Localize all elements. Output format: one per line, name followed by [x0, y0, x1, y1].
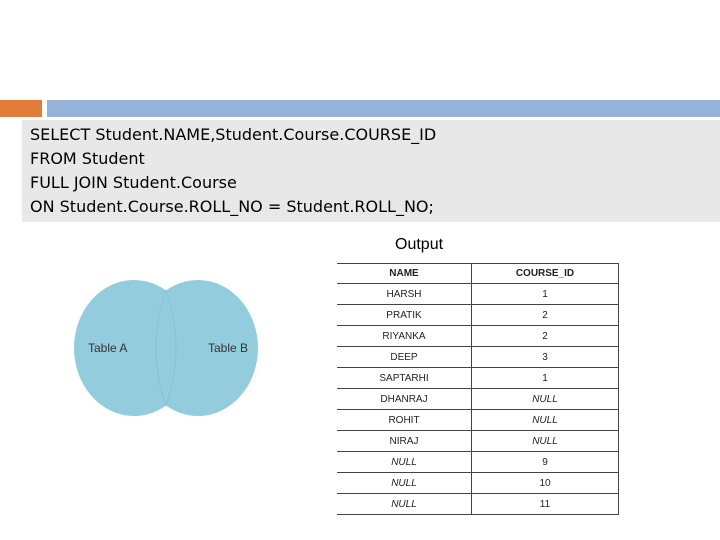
- cell-course-id: 1: [472, 284, 619, 305]
- sql-line-on: ON Student.Course.ROLL_NO = Student.ROLL_NO;: [30, 197, 434, 216]
- cell-course-id: NULL: [472, 389, 619, 410]
- table-row: [337, 368, 619, 389]
- output-label: Output: [395, 236, 444, 253]
- result-table: [337, 263, 619, 515]
- table-row: [337, 410, 619, 431]
- table-row: [337, 452, 619, 473]
- column-header-course-id: COURSE_ID: [472, 263, 619, 284]
- cell-course-id: 2: [472, 326, 619, 347]
- cell-name: NULL: [337, 473, 472, 494]
- venn-diagram-full-join: [70, 278, 265, 418]
- cell-name: PRATIK: [337, 305, 472, 326]
- cell-name: SAPTARHI: [337, 368, 472, 389]
- table-row: [337, 284, 619, 305]
- venn-label-table-b: Table B: [208, 341, 249, 355]
- cell-course-id: 3: [472, 347, 619, 368]
- cell-name: DEEP: [337, 347, 472, 368]
- cell-name: HARSH: [337, 284, 472, 305]
- cell-course-id: 9: [472, 452, 619, 473]
- cell-name: NULL: [337, 452, 472, 473]
- accent-bar-blue: [47, 100, 720, 117]
- table-row: [337, 494, 619, 515]
- accent-bar-orange: [0, 100, 42, 117]
- cell-course-id: NULL: [472, 410, 619, 431]
- table-row: [337, 347, 619, 368]
- table-row: [337, 389, 619, 410]
- cell-name: NULL: [337, 494, 472, 515]
- column-header-name: NAME: [337, 263, 472, 284]
- table-header-row: [337, 263, 619, 284]
- cell-course-id: 1: [472, 368, 619, 389]
- table-row: [337, 326, 619, 347]
- table-row: [337, 473, 619, 494]
- cell-course-id: 11: [472, 494, 619, 515]
- cell-course-id: 2: [472, 305, 619, 326]
- cell-name: DHANRAJ: [337, 389, 472, 410]
- cell-name: RIYANKA: [337, 326, 472, 347]
- venn-label-table-a: Table A: [88, 341, 128, 355]
- cell-name: ROHIT: [337, 410, 472, 431]
- sql-line-select: SELECT Student.NAME,Student.Course.COURSE_ID: [30, 125, 437, 144]
- table-row: [337, 431, 619, 452]
- sql-line-join: FULL JOIN Student.Course: [30, 173, 237, 192]
- sql-code-block: [22, 120, 720, 222]
- cell-course-id: 10: [472, 473, 619, 494]
- table-row: [337, 305, 619, 326]
- cell-course-id: NULL: [472, 431, 619, 452]
- sql-line-from: FROM Student: [30, 149, 145, 168]
- cell-name: NIRAJ: [337, 431, 472, 452]
